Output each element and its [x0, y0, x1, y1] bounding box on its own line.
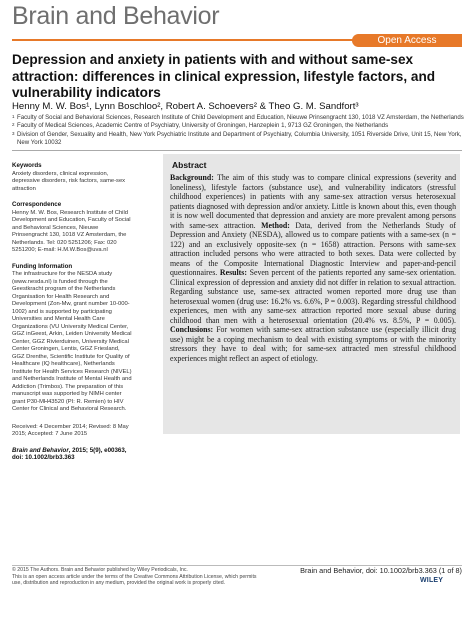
keywords-block: [12, 162, 132, 193]
keywords-heading: Keywords: [12, 162, 42, 169]
keywords-text: Anxiety disorders, clinical expression, depressive disorders, risk factors, same-sex attraction: [12, 170, 126, 192]
footer-license: [12, 567, 260, 587]
background-text: The aim of this study was to compare clinical expressions (severity and loneliness), lifestyle factors (substance use), and vulnerability indicators (stressful childhood experiences) in patients with any same-sex attraction versus heterosexual patients diagnosed with depression and/or anxiety. Little is known about this, even though it is now well documented that depression and anxiety are more prevalent among persons with same-sex attraction.: [170, 173, 456, 230]
author-list: Henny M. W. Bos¹, Lynn Boschloo², Robert A. Schoevers² & Theo G. M. Sandfort³: [12, 101, 359, 112]
conclusions-text: For women with same-sex attraction substance use (especially illicit drug use) might be a coping mechanism to deal with existing symptoms or with the minority stressors they have to deal with; for same-sex attracted men stressful childhood experiences might reflect an aspect of etiology.: [170, 325, 456, 363]
results-text: Seven percent of the patients reported any same-sex orientation. Clinical expression of depression and anxiety did not differ in relation to sexual attraction. Regarding substance use, same-sex attracted women reported more drug use than heterosexual women (drug use: 16.2% vs. 6.6%, P = 0.003). Regarding stressful childhood experiences, men with any same-sex attraction reported more sexual abuse during childhood than men with a heterosexual orientation (20.4% vs. 8.5%, P = 0.005).: [170, 268, 456, 325]
header-rule: [12, 39, 372, 41]
correspondence-text: Henny M. W. Bos, Research Institute of Child Development and Education, Faculty of Social and Behavioral Sciences, Nieuwe Prinsengracht 130, 1018 VZ Amsterdam, the Netherlands. Tel: 020 5251206; Fax: 020 5251200; E-mail: H.M.W.Bos@uva.nl: [12, 209, 131, 253]
affiliation-1: 1 Faculty of Social and Behavioral Sciences, Research Institute of Child Development and Education, Nieuwe Prinsengracht 130, 1018 VZ Amsterdam, the Netherlands: [12, 114, 464, 121]
affiliation-3: 3 Division of Gender, Sexuality and Health, New York Psychiatric Institute and Department of Psychiatry, Columbia University, 1051 Riverside Drive, Unit 15, New York, New York 10032: [12, 130, 462, 147]
copyright-text: © 2015 The Authors. Brain and Behavior published by Wiley Periodicals, Inc.: [12, 567, 188, 573]
page-reference: Brain and Behavior, doi: 10.1002/brb3.363 (1 of 8): [300, 566, 462, 575]
correspondence-block: [12, 201, 132, 255]
method-label: Method:: [261, 220, 290, 230]
affiliations: [12, 114, 467, 148]
conclusions-label: Conclusions:: [170, 325, 214, 334]
method-text: Data, derived from the Netherlands Study of Depression and Anxiety (NESDA), allowed us to compare patients with a same-sex (n = 122) and an exclusively opposite-sex (n = 1658) attraction. Persons with same-sex attraction included persons who were attracted to both sexes. Data were collected by means of the Composite International Diagnostic Interview and paper-and-pencil questionnaires.: [170, 220, 456, 277]
abstract-heading: Abstract: [172, 160, 207, 170]
funding-heading: Funding Information: [12, 262, 73, 270]
publisher-logo: WILEY: [420, 577, 444, 584]
abstract-text: [170, 173, 456, 363]
background-label: Background:: [170, 173, 214, 182]
open-access-badge: Open Access: [352, 34, 462, 47]
article-title: Depression and anxiety in patients with and without same-sex attraction: differences in clinical expression, lifestyle factors, and vulnerability indicators: [12, 52, 436, 100]
results-label: Results:: [219, 268, 247, 277]
citation: Brain and Behavior, 2015; 5(9), e00363, doi: 10.1002/brb3.363: [12, 446, 127, 461]
received-dates: Received: 4 December 2014; Revised: 8 May 2015; Accepted: 7 June 2015: [12, 423, 129, 437]
correspondence-heading: Correspondence: [12, 201, 62, 208]
article-info-column: [12, 162, 132, 462]
section-divider: [12, 150, 462, 151]
funding-text: The infrastructure for the NESDA study (www.nesda.nl) is funded through the Geestkracht program of the Netherlands Organisation for Health Research and Development (Zon-Mw, grant number 10-000-1002) and is supported by participating Universities and Mental Health Care Organizations (VU University Medical Center, GGZ inGeest, Arkin, Leiden University Medical Center, GGZ Rivierduinen, University Medical Center Groningen, Lentis, GGZ Friesland, GGZ Drenthe, Scientific Institute for Quality of Healthcare (IQ healthcare), Netherlands Institute for Health Services Research (NIVEL) and Netherlands Institute of Mental Health and Addiction (Trimbos). The preparation of this manuscript was supported by NIMH center grant P30-MH43520 (PI: R. Remien) to HIV Center for Clinical and Behavioral Research.: [12, 271, 132, 412]
journal-name: Brain and Behavior: [12, 2, 220, 30]
affiliation-2: 2 Faculty of Medical Sciences, Academic Centre of Psychiatry, University of Groningen, Hanzeplein 1, 9713 GZ Groningen, the Netherlands: [12, 122, 389, 130]
funding-block: [12, 263, 132, 414]
license-text: This is an open access article under the terms of the Creative Commons Attribution License, which permits use, distribution and reproduction in any medium, provided the original work is properly cited.: [12, 573, 257, 587]
